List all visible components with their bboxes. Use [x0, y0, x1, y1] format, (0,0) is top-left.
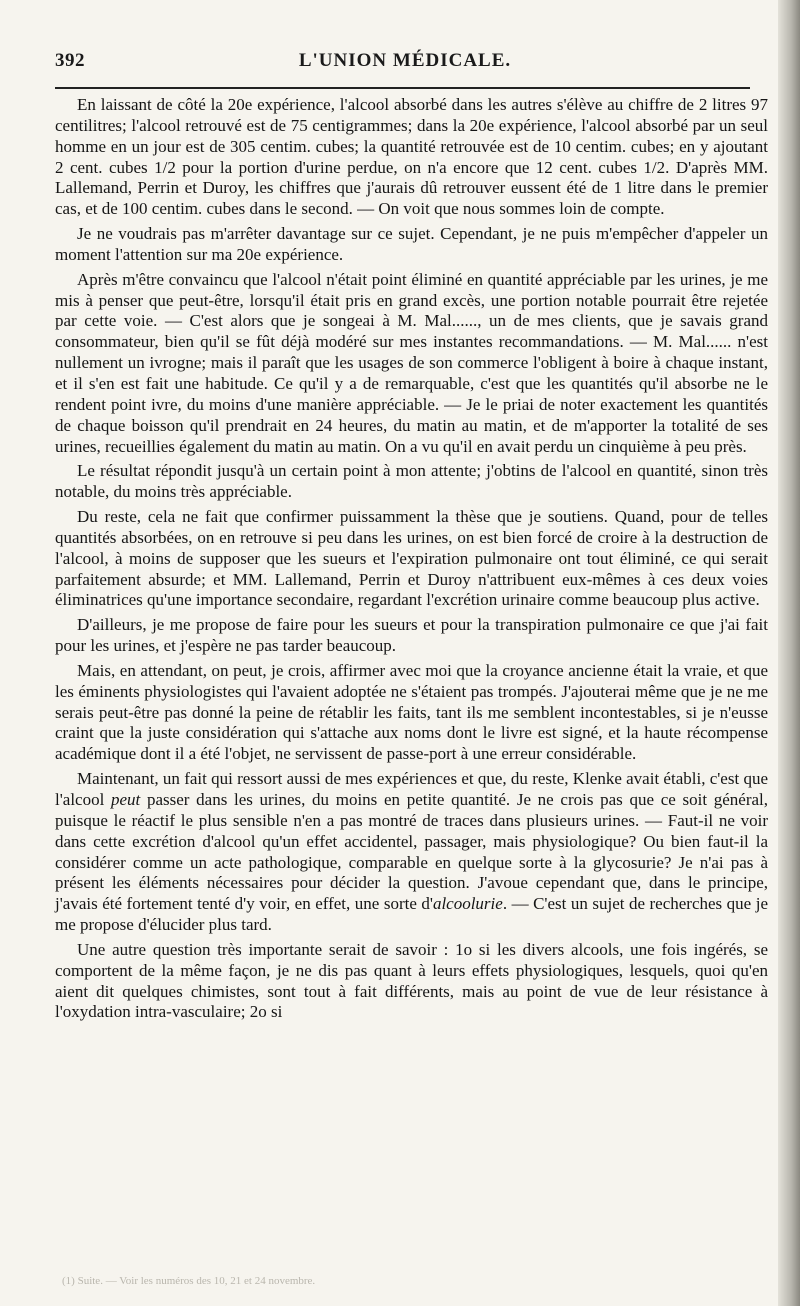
- text-segment: . — C'est un sujet de recherches que je me propose d'élucider plus tard.: [55, 894, 768, 935]
- text-segment: Le résultat répondit jusqu'à un certain point à mon attente; j'obtins de l'alcool en quantité, sinon très notable, du moins très appréciable.: [55, 461, 768, 502]
- italic-text: alcoolurie: [432, 894, 503, 914]
- text-segment: Une autre question très importante serait de savoir : 1o si les divers alcools, une fois ingérés, se comportent de la même façon, je ne dis pas quant à leurs effets physiologiques, lesquels, quoi qu'en aient dit quelques chimistes, sont tout à fait différents, mais au point de vue de leur résistance à l'oxydation intra-vasculaire; 2o si: [55, 939, 768, 1022]
- text-segment: Mais, en attendant, on peut, je crois, affirmer avec moi que la croyance ancienne était la vraie, et que les éminents physiologistes qui l'avaient adoptée ne s'étaient pas trompés. J'ajouterai même que je ne me serais peut-être pas donné la peine de rétablir les faits, tant ils me semblent incontestables, si je n'eusse craint que la juste considération qui s'attache aux noms dont le livre est signé, et la haute récompense académique dont il a été l'objet, ne servissent de passe-port à une erreur considérable.: [55, 660, 768, 764]
- text-segment: Après m'être convaincu que l'alcool n'était point éliminé en quantité appréciable par les urines, je me mis à penser que peut-être, lorsqu'il était pris en grand excès, une portion notable pourrait être rejetée par cette voie. — C'est alors que je songeai à M. Mal......, un de mes clients, que je savais grand consommateur, bien qu'il se fût déjà modéré sur mes instantes recommandations. — M. Mal...... n'est nullement un ivrogne; mais il paraît que les usages de son commerce l'obligent à boire à chaque instant, et il s'en est fait une habitude. Ce qu'il y a de remarquable, c'est que les quantités qu'il absorbe ne le rendent point ivre, du moins d'une manière appréciable. — Je le priai de noter exactement les quantités de chaque boisson qu'il prendrait en 24 heures, du matin au matin, et de m'apporter la totalité de ses urines, recueillies également du matin au matin. On a vu qu'il en avait perdu un cinquième à peu près.: [55, 269, 768, 456]
- text-segment: Maintenant, un fait qui ressort aussi de mes expériences et que, du reste, Klenke avait établi, c'est que l'alcool: [55, 769, 768, 809]
- paragraph: [55, 224, 768, 266]
- italic-text: peut: [111, 790, 141, 809]
- paragraph: [55, 507, 768, 611]
- page-edge-shadow: [778, 0, 800, 1306]
- paragraph: [55, 461, 768, 503]
- text-segment: Du reste, cela ne fait que confirmer puissamment la thèse que je soutiens. Quand, pour de telles quantités absorbées, on en retrouve si peu dans les urines, on est bien forcé de croire à la destruction de l'alcool, à moins de supposer que les sueurs et l'expiration pulmonaire ont tout éliminé, ce qui serait parfaitement absurde; et MM. Lallemand, Perrin et Duroy n'attribuent eux-mêmes à ces deux voies éliminatrices qu'une importance secondaire, regardant l'excrétion urinaire comme beaucoup plus active.: [55, 507, 768, 610]
- paragraph: [55, 769, 768, 936]
- page-number: 392: [55, 50, 85, 71]
- header-rule: [55, 87, 750, 89]
- paragraph: [55, 940, 768, 1023]
- page-header: [55, 50, 755, 78]
- footnote: (1) Suite. — Voir les numéros des 10, 21 et 24 novembre.: [62, 1275, 316, 1287]
- text-segment: Je ne voudrais pas m'arrêter davantage sur ce sujet. Cependant, je ne puis m'empêcher d'appeler un moment l'attention sur ma 20e expérience.: [55, 224, 768, 264]
- text-segment: En laissant de côté la 20e expérience, l'alcool absorbé dans les autres s'élève au chiffre de 2 litres 97 centilitres; l'alcool retrouvé est de 75 centigrammes; dans la 20e expérience, l'alcool absorbé par un seul homme en un jour est de 305 centim. cubes; la quantité retrouvée est de 10 centim. cubes; en y ajoutant 2 cent. cubes 1/2 pour la portion d'urine perdue, on n'a encore que 12 cent. cubes 1/2. D'après MM. Lallemand, Perrin et Duroy, les chiffres que j'aurais dû retrouver eussent été de 1 litre dans le premier cas, et de 100 centim. cubes dans le second. — On voit que nous sommes loin de compte.: [55, 95, 768, 219]
- text-segment: D'ailleurs, je me propose de faire pour les sueurs et pour la transpiration pulmonaire ce que j'ai fait pour les urines, et j'espère ne pas tarder beaucoup.: [55, 615, 768, 656]
- body-text: [55, 95, 768, 1027]
- paragraph: [55, 95, 768, 220]
- paragraph: [55, 615, 768, 657]
- paragraph: [55, 270, 768, 458]
- running-title: L'UNION MÉDICALE.: [298, 50, 512, 71]
- paragraph: [55, 661, 768, 765]
- text-segment: passer dans les urines, du moins en petite quantité. Je ne crois pas que ce soit général, puisque le réactif le plus sensible n'en a pas montré de traces dans plusieurs urines. — Faut-il ne voir dans cette excrétion d'alcool qu'un effet accidentel, passager, mais physiologique? Ou bien faut-il la considérer comme un acte pathologique, comparable en quelque sorte à la glycosurie? Je n'ai pas à présent les éléments nécessaires pour décider la question. J'avoue cependant que, dans le principe, j'avais été fortement tenté d'y voir, en effet, une sorte d': [55, 790, 768, 914]
